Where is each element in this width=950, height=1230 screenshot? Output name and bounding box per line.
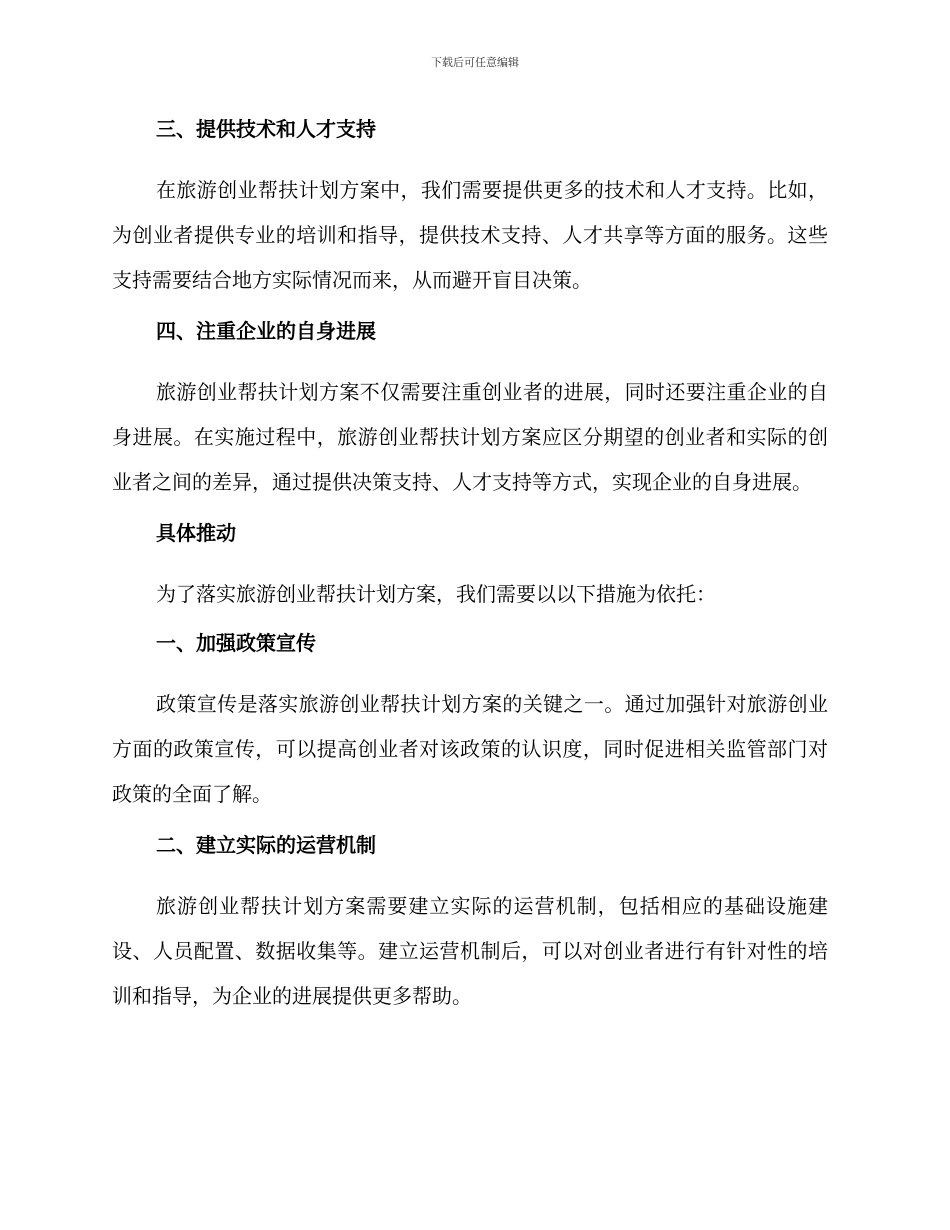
document-body (112, 113, 828, 1031)
body-paragraph: 旅游创业帮扶计划方案需要建立实际的运营机制，包括相应的基础设施建设、人员配置、数据收集等。建立运营机制后，可以对创业者进行有针对性的培训和指导，为企业的进展提供更多帮助。 (112, 894, 828, 1008)
section-heading: 三、提供技术和人才支持 (156, 117, 376, 141)
section-heading: 一、加强政策宣传 (156, 631, 316, 655)
section-heading: 二、建立实际的运营机制 (156, 833, 376, 857)
page-header-note: 下载后可任意编辑 (431, 56, 519, 69)
body-paragraph: 在旅游创业帮扶计划方案中，我们需要提供更多的技术和人才支持。比如，为创业者提供专业的培训和指导，提供技术支持、人才共享等方面的服务。这些支持需要结合地方实际情况而来，从而避开盲目决策。 (112, 178, 828, 292)
body-paragraph: 为了落实旅游创业帮扶计划方案，我们需要以以下措施为依托： (156, 582, 716, 606)
body-paragraph: 旅游创业帮扶计划方案不仅需要注重创业者的进展，同时还要注重企业的自身进展。在实施过程中，旅游创业帮扶计划方案应区分期望的创业者和实际的创业者之间的差异，通过提供决策支持、人才支持等方式，实现企业的自身进展。 (112, 380, 828, 494)
section-heading: 具体推动 (156, 521, 236, 545)
section-heading: 四、注重企业的自身进展 (156, 319, 376, 343)
body-paragraph: 政策宣传是落实旅游创业帮扶计划方案的关键之一。通过加强针对旅游创业方面的政策宣传，可以提高创业者对该政策的认识度，同时促进相关监管部门对政策的全面了解。 (112, 692, 828, 806)
